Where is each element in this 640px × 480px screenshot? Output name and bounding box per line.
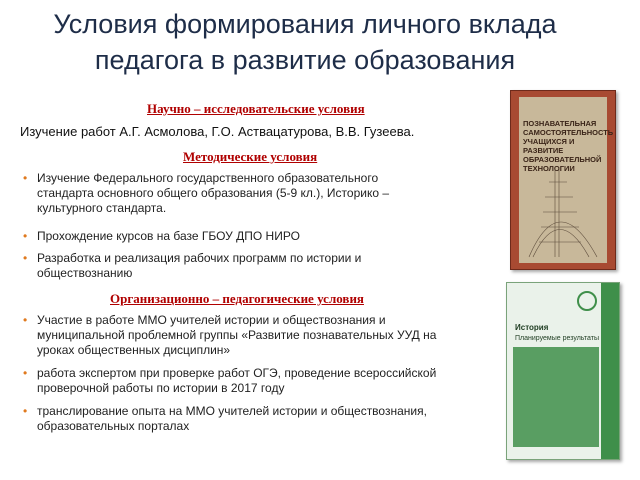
- book1-illustration: [519, 97, 614, 263]
- science-text: Изучение работ А.Г. Асмолова, Г.О. Аствацатурова, В.В. Гузеева.: [20, 124, 415, 139]
- book2-illustration: [513, 347, 599, 447]
- science-heading: Научно – исследовательские условия: [147, 101, 365, 116]
- title-line-2: педагога в развитие образования: [94, 45, 516, 75]
- book2-title: История: [515, 323, 549, 332]
- book1-title: ПОЗНАВАТЕЛЬНАЯ САМОСТОЯТЕЛЬНОСТЬ УЧАЩИХСЯ И РАЗВИТИЕ ОБРАЗОВАТЕЛЬНОЙ ТЕХНОЛОГИИ: [523, 119, 614, 173]
- org-item-1: • Участие в работе ММО учителей истории и обществознания и муниципальной проблемной группы «Развитие познавательных УУД на уроках общественных дисциплин»: [23, 313, 437, 357]
- org-item-3: • транслирование опыта на ММО учителей истории и обществознания, образовательных порталах: [23, 404, 427, 433]
- method-heading: Методические условия: [183, 149, 318, 164]
- bullet-icon: •: [23, 171, 28, 185]
- org-heading: Организационно – педагогические условия: [110, 291, 364, 306]
- book2-subtitle: Планируемые результаты: [515, 335, 599, 342]
- bullet-icon: •: [23, 229, 28, 243]
- method-item-3: • Разработка и реализация рабочих программ по истории и обществознанию: [23, 251, 362, 280]
- title-line-1: Условия формирования личного вклада: [53, 9, 557, 39]
- method-item-2: • Прохождение курсов на базе ГБОУ ДПО НИРО: [23, 229, 300, 243]
- slide-title: [0, 6, 610, 78]
- book-cover-technology: [510, 90, 616, 270]
- method-item-1: • Изучение Федерального государственного образовательного стандарта основного общего образования (5-9 кл.), Историко – культурного стандарта.: [23, 171, 390, 215]
- org-item-2: • работа экспертом при проверке работ ОГЭ, проведение всероссийской проверочной работы по истории в 2017 году: [23, 366, 437, 395]
- bullet-icon: •: [23, 251, 28, 265]
- bullet-icon: •: [23, 366, 28, 380]
- bullet-icon: •: [23, 404, 28, 418]
- book-cover-history: [506, 282, 620, 460]
- bullet-icon: •: [23, 313, 28, 327]
- publisher-logo-icon: [577, 291, 597, 311]
